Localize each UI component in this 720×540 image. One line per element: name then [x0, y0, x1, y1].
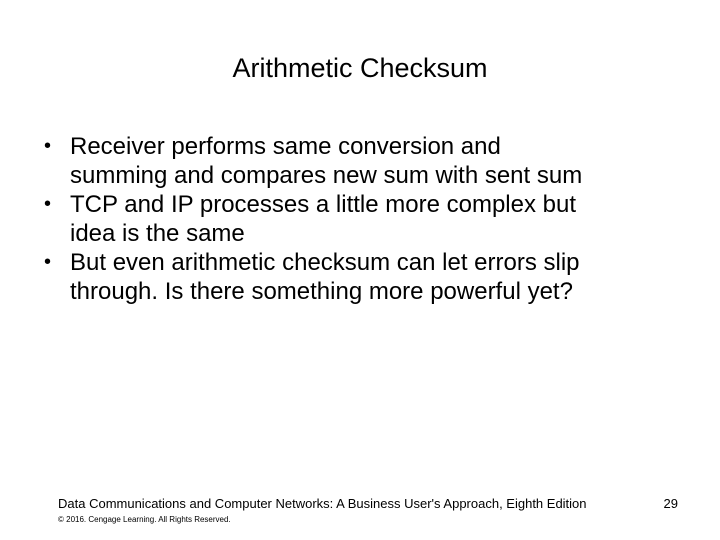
bullet-icon: • — [44, 135, 52, 157]
footer-source: Data Communications and Computer Networks: A Business User's Approach, Eighth Edition — [58, 496, 587, 511]
bullet-list — [44, 132, 704, 306]
bullet-icon: • — [44, 251, 52, 273]
bullet-text: Receiver performs same conversion and summing and compares new sum with sent sum — [70, 133, 583, 189]
footer-copyright: © 2016. Cengage Learning. All Rights Reserved. — [58, 515, 231, 524]
page-number: 29 — [663, 496, 678, 511]
slide-title: Arithmetic Checksum — [232, 53, 488, 83]
bullet-item — [44, 132, 704, 190]
bullet-text: TCP and IP processes a little more complex but idea is the same — [70, 191, 577, 247]
bullet-item — [44, 190, 704, 248]
bullet-text: But even arithmetic checksum can let errors slip through. Is there something more powerful yet? — [70, 249, 580, 305]
bullet-item — [44, 248, 704, 306]
bullet-icon: • — [44, 193, 52, 215]
